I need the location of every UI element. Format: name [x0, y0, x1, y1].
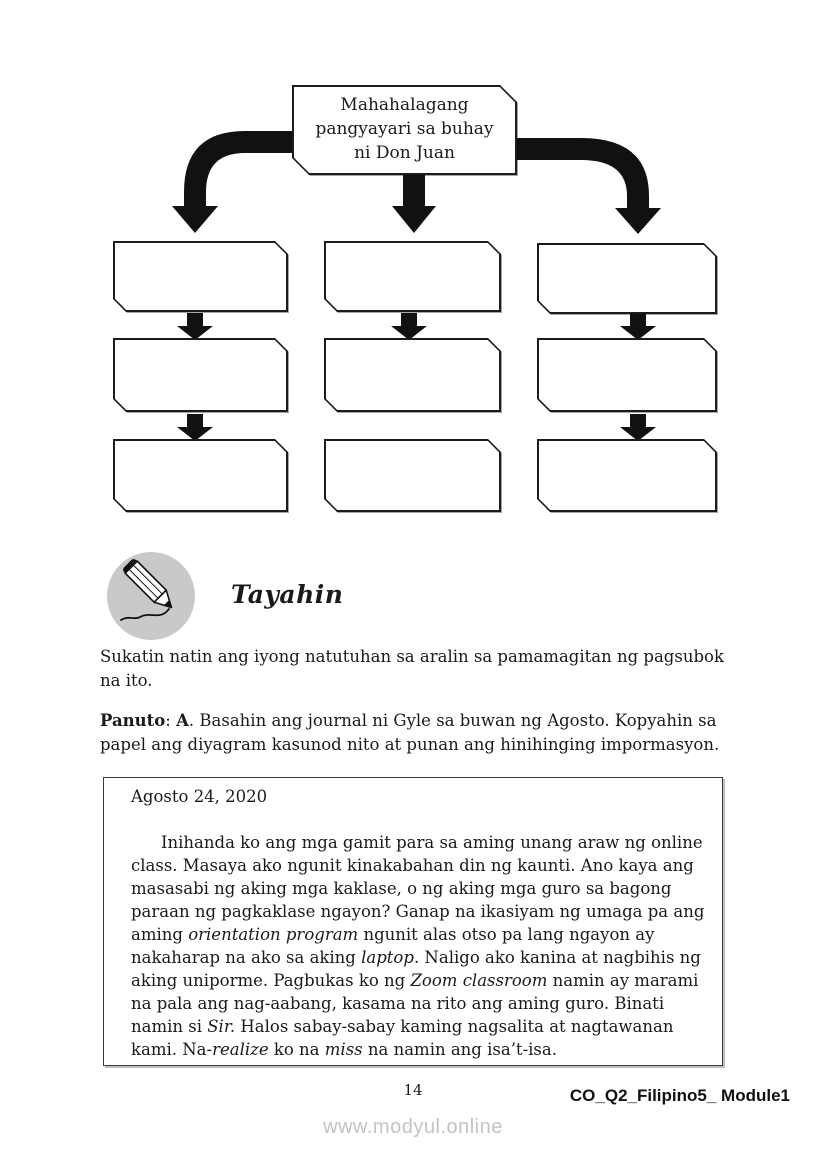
diagram-box-right-2: [537, 338, 717, 412]
diagram-box-right-3: [537, 439, 717, 512]
diagram-box-middle-1: [324, 241, 501, 312]
intro-text: Sukatin natin ang iyong natutuhan sa aralin sa pamamagitan ng pagsubok na ito.: [100, 647, 724, 690]
diagram-box-middle-2: [324, 338, 501, 412]
arrow-left-1-2: [177, 313, 213, 340]
diagram-box-left-1: [113, 241, 288, 312]
section-title-tayahin: Tayahin: [231, 580, 344, 609]
journal-date: Agosto 24, 2020: [131, 787, 268, 806]
diagram-box-middle-3: [324, 439, 501, 512]
watermark: www.modyul.online: [323, 1116, 503, 1138]
arrow-root-to-left: [172, 131, 292, 233]
diagram-root-label: Mahahalagang pangyayari sa buhay ni Don Juan: [315, 95, 494, 163]
diagram-box-right-1: [537, 243, 717, 314]
diagram-box-left-2: [113, 338, 288, 412]
panuto-text: Panuto: A. Basahin ang journal ni Gyle sa buwan ng Agosto. Kopyahin sa papel ang diyagram kasunod nito at punan ang hinihinging impormasyon.: [100, 711, 720, 754]
arrow-right-1-2: [620, 313, 656, 340]
arrow-middle-1-2: [391, 313, 427, 340]
pencil-icon: [106, 551, 196, 641]
arrow-left-2-3: [177, 414, 213, 441]
journal-paragraph-1: Inihanda ko ang mga gamit para sa aming unang araw ng online class. Masaya ako ngunit kinakabahan din ng kaunti. Ano kaya ang masasabi ng aking mga kaklase, o ng aking mga guro sa bagong paraan ng pagkaklase ngayon? Ganap na ikasiyam ng umaga pa ang aming orientation program ngunit alas otso pa lang ngayon ay nakaharap na ako sa aking laptop. Naligo ako kanina at nagbihis ng aking uniporme. Pagbukas ko ng Zoom classroom namin ay marami na pala ang nag-aabang, kasama na rito ang aming guro. Binati namin si Sir. Halos sabay-sabay kaming nagsalita at nagtawanan kami. Na-realize ko na miss na namin ang isa’t-isa.: [131, 833, 705, 1059]
arrow-right-2-3: [620, 414, 656, 441]
page-number: 14: [403, 1081, 423, 1099]
arrow-root-to-right: [517, 138, 661, 234]
module-code: CO_Q2_Filipino5_ Module1: [569, 1086, 790, 1105]
diagram-root-box: [292, 85, 517, 175]
journal-box: [103, 777, 723, 1066]
arrow-root-to-middle: [392, 174, 436, 233]
diagram-box-left-3: [113, 439, 288, 512]
